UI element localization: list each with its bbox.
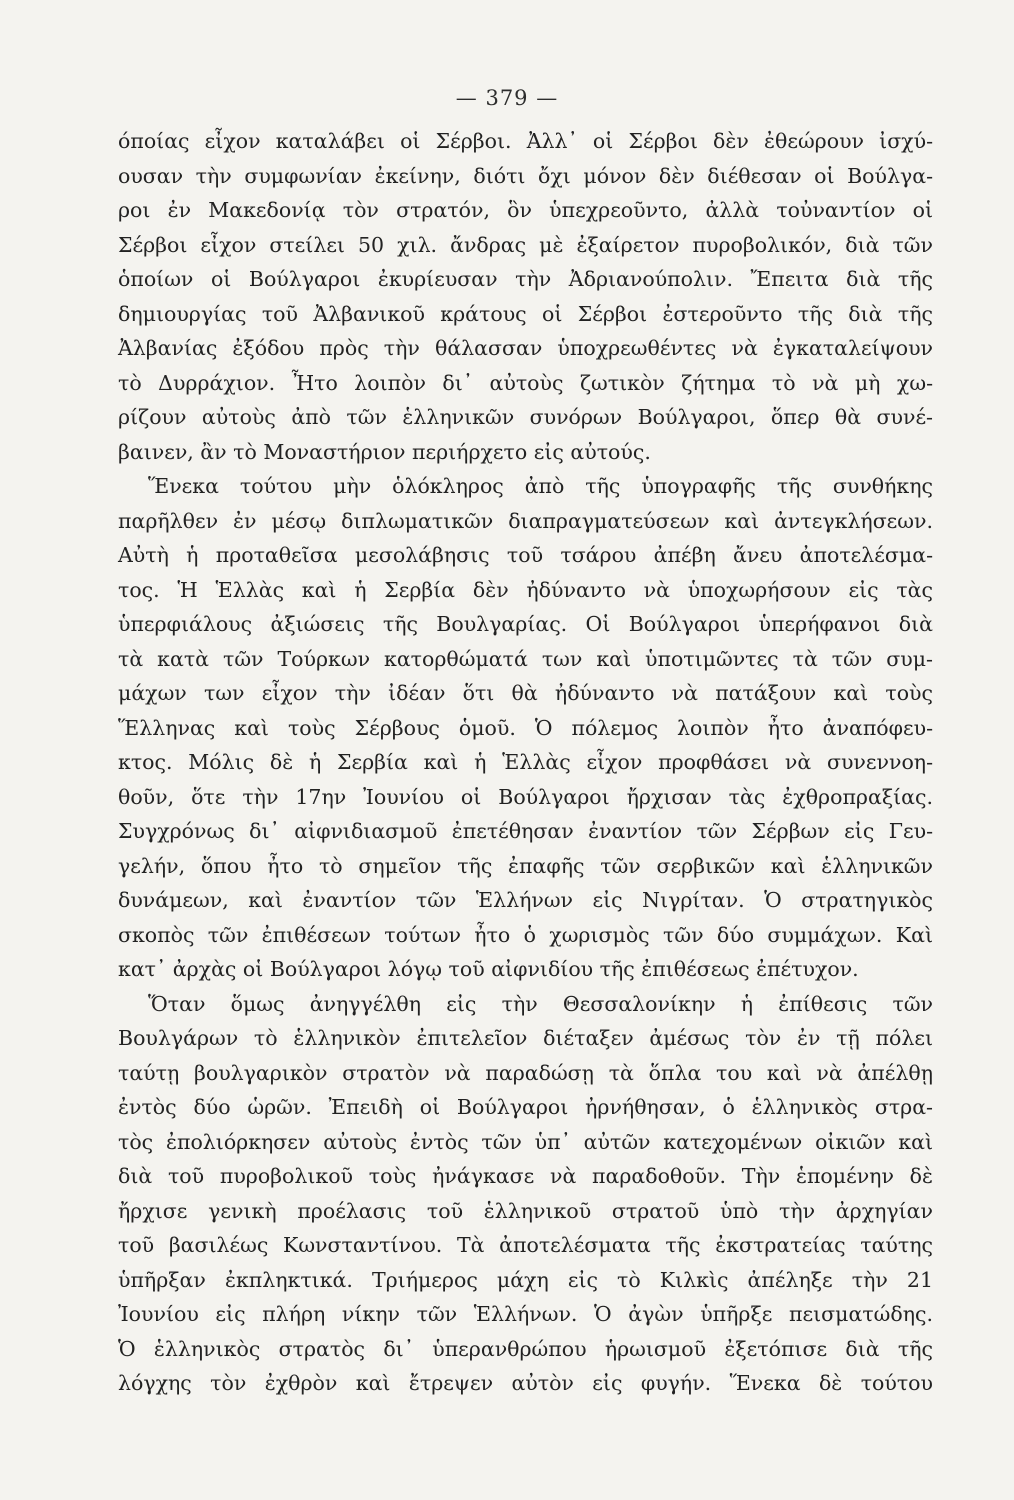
text-line: Αὐτὴ ἡ προταθεῖσα μεσολάβησις τοῦ τσάρου ἀπέβη ἄνευ ἀποτελέσμα- xyxy=(118,543,933,567)
text-line: ρίζουν αὐτοὺς ἀπὸ τῶν ἑλληνικῶν συνόρων Βούλγαροι, ὅπερ θὰ συνέ- xyxy=(118,405,933,429)
text-line: Ἕνεκα τούτου μὴν ὁλόκληρος ἀπὸ τῆς ὑπογραφῆς τῆς συνθήκης xyxy=(148,474,933,498)
text-line: ὑπερφιάλους ἀξιώσεις τῆς Βουλγαρίας. Οἱ Βούλγαροι ὑπερήφανοι διὰ xyxy=(118,612,933,636)
text-line: ταύτῃ βουλγαρικὸν στρατὸν νὰ παραδώσῃ τὰ ὅπλα του καὶ νὰ ἀπέλθῃ xyxy=(118,1060,933,1085)
text-line: κατ᾿ ἀρχὰς οἱ Βούλγαροι λόγῳ τοῦ αἰφνιδίου τῆς ἐπιθέσεως ἐπέτυχον. xyxy=(118,957,859,981)
text-line: τοῦ βασιλέως Κωνσταντίνου. Τὰ ἀποτελέσματα τῆς ἐκστρατείας ταύτης xyxy=(118,1233,933,1257)
text-line: διὰ τοῦ πυροβολικοῦ τοὺς ἠνάγκασε νὰ παραδοθοῦν. Τὴν ἑπομένην δὲ xyxy=(118,1164,933,1188)
text-line: τὸς ἐπολιόρκησεν αὐτοὺς ἐντὸς τῶν ὑπ᾿ αὐτῶν κατεχομένων οἰκιῶν καὶ xyxy=(118,1129,933,1154)
text-line: παρῆλθεν ἐν μέσῳ διπλωματικῶν διαπραγματεύσεων καὶ ἀντεγκλήσεων. xyxy=(118,508,933,533)
text-line: δημιουργίας τοῦ Ἀλβανικοῦ κράτους οἱ Σέρβοι ἐστεροῦντο τῆς διὰ τῆς xyxy=(118,301,933,326)
text-line: ὑπῆρξαν ἐκπληκτικά. Τριήμερος μάχη εἰς τὸ Κιλκὶς ἀπέληξε τὴν 21 xyxy=(118,1267,933,1292)
text-line: ουσαν τὴν συμφωνίαν ἐκείνην, διότι ὄχι μόνον δὲν διέθεσαν οἱ Βούλγα- xyxy=(118,163,933,188)
text-line: Ὅταν ὅμως ἀνηγγέλθη εἰς τὴν Θεσσαλονίκην ἡ ἐπίθεσις τῶν xyxy=(148,991,933,1016)
text-line: Ὁ ἑλληνικὸς στρατὸς δι᾿ ὑπερανθρώπου ἡρωισμοῦ ἐξετόπισε διὰ τῆς xyxy=(118,1336,933,1361)
text-line: ροι ἐν Μακεδονίᾳ τὸν στρατόν, ὃν ὑπεχρεοῦντο, ἀλλὰ τοὐναντίον οἱ xyxy=(118,198,933,222)
text-line: Ἰουνίου εἰς πλήρη νίκην τῶν Ἑλλήνων. Ὁ ἀγὼν ὑπῆρξε πεισματώδης. xyxy=(118,1302,933,1326)
text-line: ὁποίων οἱ Βούλγαροι ἐκυρίευσαν τὴν Ἀδριανούπολιν. Ἔπειτα διὰ τῆς xyxy=(118,267,933,291)
text-line: γελήν, ὅπου ἦτο τὸ σημεῖον τῆς ἐπαφῆς τῶν σερβικῶν καὶ ἑλληνικῶν xyxy=(118,853,933,878)
text-line: κτος. Μόλις δὲ ἡ Σερβία καὶ ἡ Ἑλλὰς εἶχον προφθάσει νὰ συνεννοη- xyxy=(118,750,933,774)
body-text xyxy=(118,124,933,1401)
text-line: σκοπὸς τῶν ἐπιθέσεων τούτων ἦτο ὁ χωρισμὸς τῶν δύο συμμάχων. Καὶ xyxy=(118,922,933,947)
text-line: ἤρχισε γενικὴ προέλασις τοῦ ἑλληνικοῦ στρατοῦ ὑπὸ τὴν ἀρχηγίαν xyxy=(118,1198,933,1223)
text-line: βαινεν, ἂν τὸ Μοναστήριον περιήρχετο εἰς αὐτούς. xyxy=(118,439,651,464)
text-line: τος. Ἡ Ἑλλὰς καὶ ἡ Σερβία δὲν ἠδύναντο νὰ ὑποχωρήσουν εἰς τὰς xyxy=(118,577,933,602)
text-line: Σέρβοι εἶχον στείλει 50 χιλ. ἄνδρας μὲ ἐξαίρετον πυροβολικόν, διὰ τῶν xyxy=(118,232,933,257)
text-line: όποίας εἶχον καταλάβει οἱ Σέρβοι. Ἀλλ᾿ οἱ Σέρβοι δὲν ἐθεώρουν ἰσχύ- xyxy=(118,129,933,153)
text-line: μάχων των εἶχον τὴν ἰδέαν ὅτι θὰ ἠδύναντο νὰ πατάξουν καὶ τοὺς xyxy=(118,681,933,705)
text-line: Ἀλβανίας ἐξόδου πρὸς τὴν θάλασσαν ὑποχρεωθέντες νὰ ἐγκαταλείψουν xyxy=(118,336,933,360)
text-line: θοῦν, ὅτε τὴν 17ην Ἰουνίου οἱ Βούλγαροι ἤρχισαν τὰς ἐχθροπραξίας. xyxy=(118,784,933,809)
text-line: Ἕλληνας καὶ τοὺς Σέρβους ὁμοῦ. Ὁ πόλεμος λοιπὸν ἦτο ἀναπόφευ- xyxy=(118,715,933,740)
text-line: τὸ Δυρράχιον. Ἦτο λοιπὸν δι᾿ αὐτοὺς ζωτικὸν ζήτημα τὸ νὰ μὴ χω- xyxy=(118,370,933,395)
text-line: τὰ κατὰ τῶν Τούρκων κατορθώματά των καὶ ὑποτιμῶντες τὰ τῶν συμ- xyxy=(118,646,933,671)
text-line: δυνάμεων, καὶ ἐναντίον τῶν Ἑλλήνων εἰς Νιγρίταν. Ὁ στρατηγικὸς xyxy=(118,888,933,912)
text-line: ἐντὸς δύο ὡρῶν. Ἐπειδὴ οἱ Βούλγαροι ἠρνήθησαν, ὁ ἑλληνικὸς στρα- xyxy=(118,1095,933,1119)
paragraph xyxy=(118,987,933,1401)
text-line: λόγχης τὸν ἐχθρὸν καὶ ἔτρεψεν αὐτὸν εἰς φυγήν. Ἕνεκα δὲ τούτου xyxy=(118,1371,933,1395)
paragraph xyxy=(118,124,933,469)
paragraph xyxy=(118,469,933,987)
page-number: — 379 — xyxy=(455,86,559,110)
text-line: Βουλγάρων τὸ ἑλληνικὸν ἐπιτελεῖον διέταξεν ἀμέσως τὸν ἐν τῇ πόλει xyxy=(118,1026,933,1050)
text-line: Συγχρόνως δι᾿ αἰφνιδιασμοῦ ἐπετέθησαν ἐναντίον τῶν Σέρβων εἰς Γευ- xyxy=(118,819,933,843)
